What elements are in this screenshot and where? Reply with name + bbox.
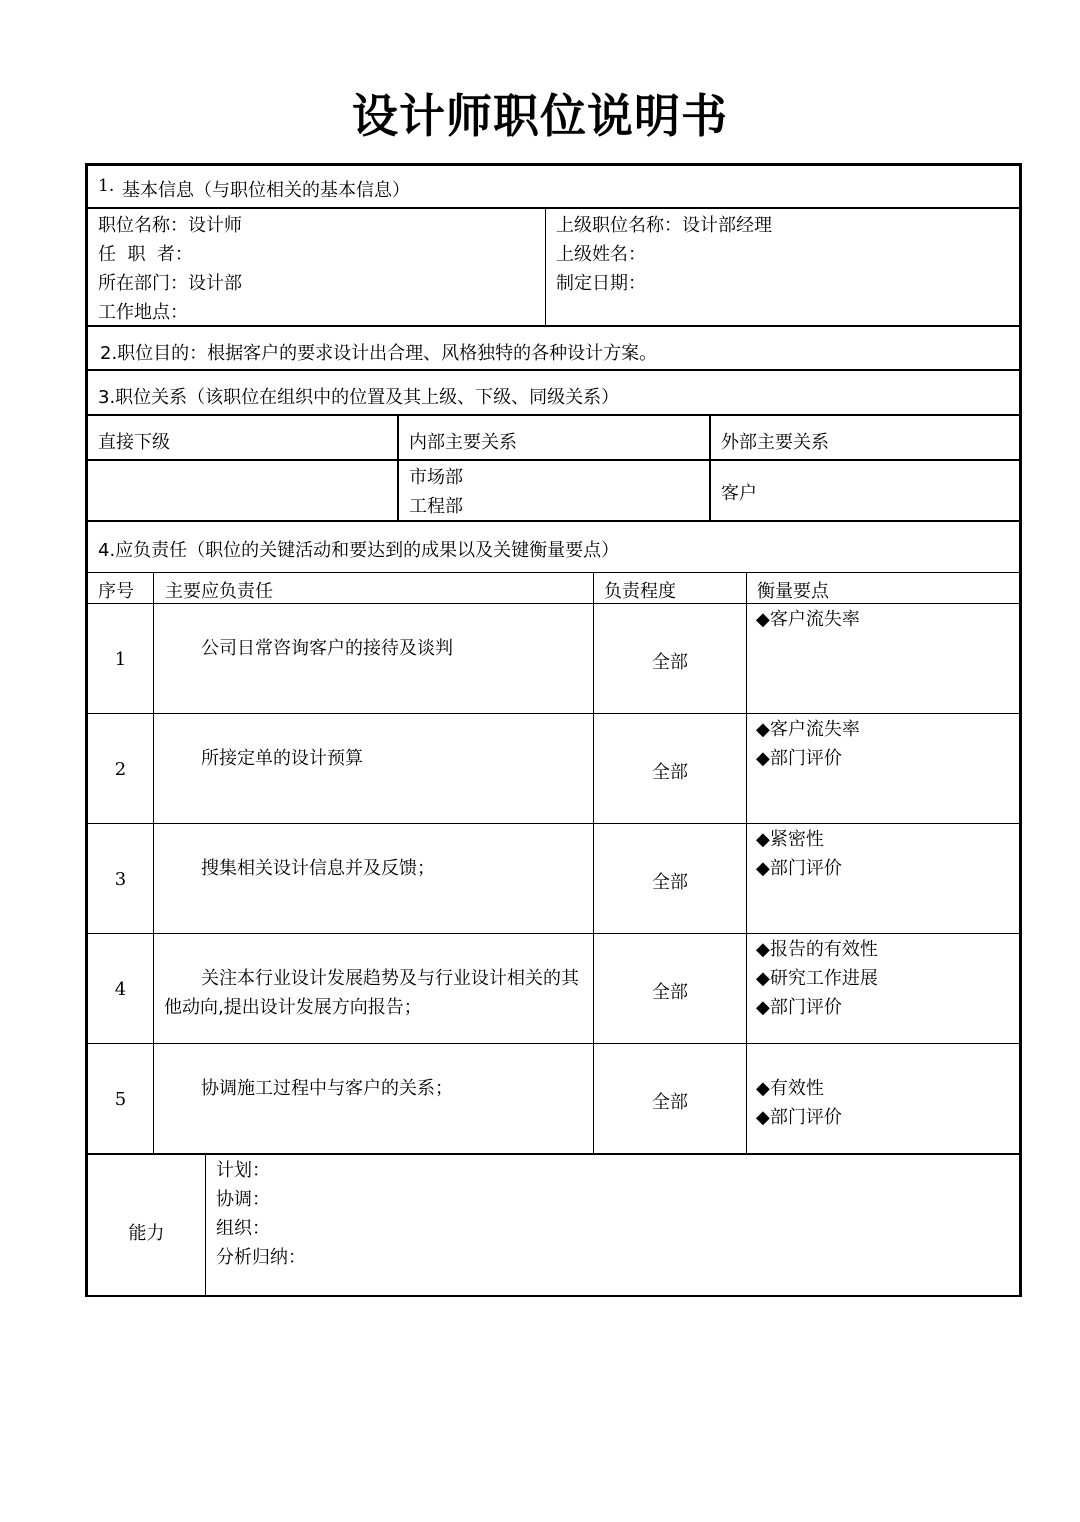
internal-relations-value <box>399 461 711 520</box>
ability-label: 能力 <box>128 1223 165 1244</box>
degree-value: 全部 <box>652 762 688 783</box>
header-direct-subordinates: 直接下级 <box>88 416 399 459</box>
ability-item-organize: 组织： <box>216 1218 270 1239</box>
measure-item: ◆报告的有效性 <box>756 939 878 960</box>
ability-item-analyze: 分析归纳： <box>216 1247 306 1268</box>
relations-header-row <box>88 416 1019 461</box>
measure-item: ◆客户流失率 <box>756 719 860 740</box>
section-heading: 4.应负责任（职位的关键活动和要达到的成果以及关键衡量要点） <box>98 540 620 561</box>
section-number: 1. <box>98 176 115 196</box>
duty-text: 所接定单的设计预算 <box>201 748 363 769</box>
field-superior-position: 上级职位名称：设计部经理 <box>556 215 772 236</box>
measure-item: ◆研究工作进展 <box>756 968 878 989</box>
measure-item: ◆部门评价 <box>756 997 842 1018</box>
section-ability <box>88 1155 1019 1295</box>
measure-item: ◆部门评价 <box>756 858 842 879</box>
responsibilities-header-row <box>88 573 1019 604</box>
internal-relation-item: 工程部 <box>409 496 463 517</box>
relations-value-row <box>88 461 1019 522</box>
table-row <box>88 604 1019 714</box>
section-purpose <box>88 327 1019 371</box>
row-number: 3 <box>114 869 127 890</box>
duty-text: 关注本行业设计发展趋势及与行业设计相关的其他动向,提出设计发展方向报告； <box>164 968 579 1018</box>
job-description-table <box>85 163 1022 1297</box>
duty-text: 协调施工过程中与客户的关系； <box>201 1078 453 1099</box>
degree-value: 全部 <box>652 982 688 1003</box>
row-number: 4 <box>114 979 127 1000</box>
section-basic-info-body <box>88 209 1019 327</box>
ability-item-plan: 计划： <box>216 1160 270 1181</box>
duty-text: 搜集相关设计信息并及反馈； <box>201 858 435 879</box>
row-number: 1 <box>114 649 127 670</box>
section-responsibilities-header <box>88 522 1019 573</box>
section-heading: 3.职位关系（该职位在组织中的位置及其上级、下级、同级关系） <box>98 387 620 408</box>
field-department: 所在部门：设计部 <box>98 273 242 294</box>
row-number: 2 <box>114 759 127 780</box>
degree-value: 全部 <box>652 872 688 893</box>
measure-item: ◆部门评价 <box>756 748 842 769</box>
measure-item: ◆客户流失率 <box>756 609 860 630</box>
header-external-relations: 外部主要关系 <box>721 432 829 453</box>
degree-value: 全部 <box>652 1092 688 1113</box>
degree-value: 全部 <box>652 652 688 673</box>
ability-item-coordinate: 协调： <box>216 1189 270 1210</box>
row-number: 5 <box>114 1089 127 1110</box>
table-row <box>88 934 1019 1044</box>
basic-info-right <box>546 209 1019 325</box>
section-basic-info-header <box>88 166 1019 209</box>
measure-item: ◆有效性 <box>756 1078 824 1099</box>
table-row <box>88 824 1019 934</box>
basic-info-left <box>88 209 546 325</box>
section-relations-header <box>88 371 1019 416</box>
header-internal-relations: 内部主要关系 <box>399 416 711 459</box>
external-relations-value: 客户 <box>721 483 757 504</box>
field-position-name: 职位名称：设计师 <box>98 215 242 236</box>
section-heading: 基本信息（与职位相关的基本信息） <box>122 180 410 201</box>
measure-item: ◆部门评价 <box>756 1107 842 1128</box>
field-work-location: 工作地点： <box>98 302 188 323</box>
header-seq: 序号 <box>88 573 154 603</box>
direct-subordinates-value <box>88 461 399 520</box>
table-row <box>88 1044 1019 1155</box>
ability-label-cell <box>88 1155 206 1295</box>
header-duty: 主要应负责任 <box>154 573 594 603</box>
field-superior-name: 上级姓名： <box>556 244 646 265</box>
table-row <box>88 714 1019 824</box>
field-date: 制定日期： <box>556 273 646 294</box>
field-holder: 任 职 者： <box>98 244 193 265</box>
header-degree: 负责程度 <box>594 573 747 603</box>
measure-item: ◆紧密性 <box>756 829 824 850</box>
purpose-text: 2.职位目的：根据客户的要求设计出合理、风格独特的各种设计方案。 <box>100 343 658 364</box>
page-title: 设计师职位说明书 <box>352 89 728 143</box>
duty-text: 公司日常咨询客户的接待及谈判 <box>201 638 453 659</box>
header-measures: 衡量要点 <box>757 581 829 602</box>
internal-relation-item: 市场部 <box>409 467 463 488</box>
ability-items <box>206 1155 1019 1295</box>
